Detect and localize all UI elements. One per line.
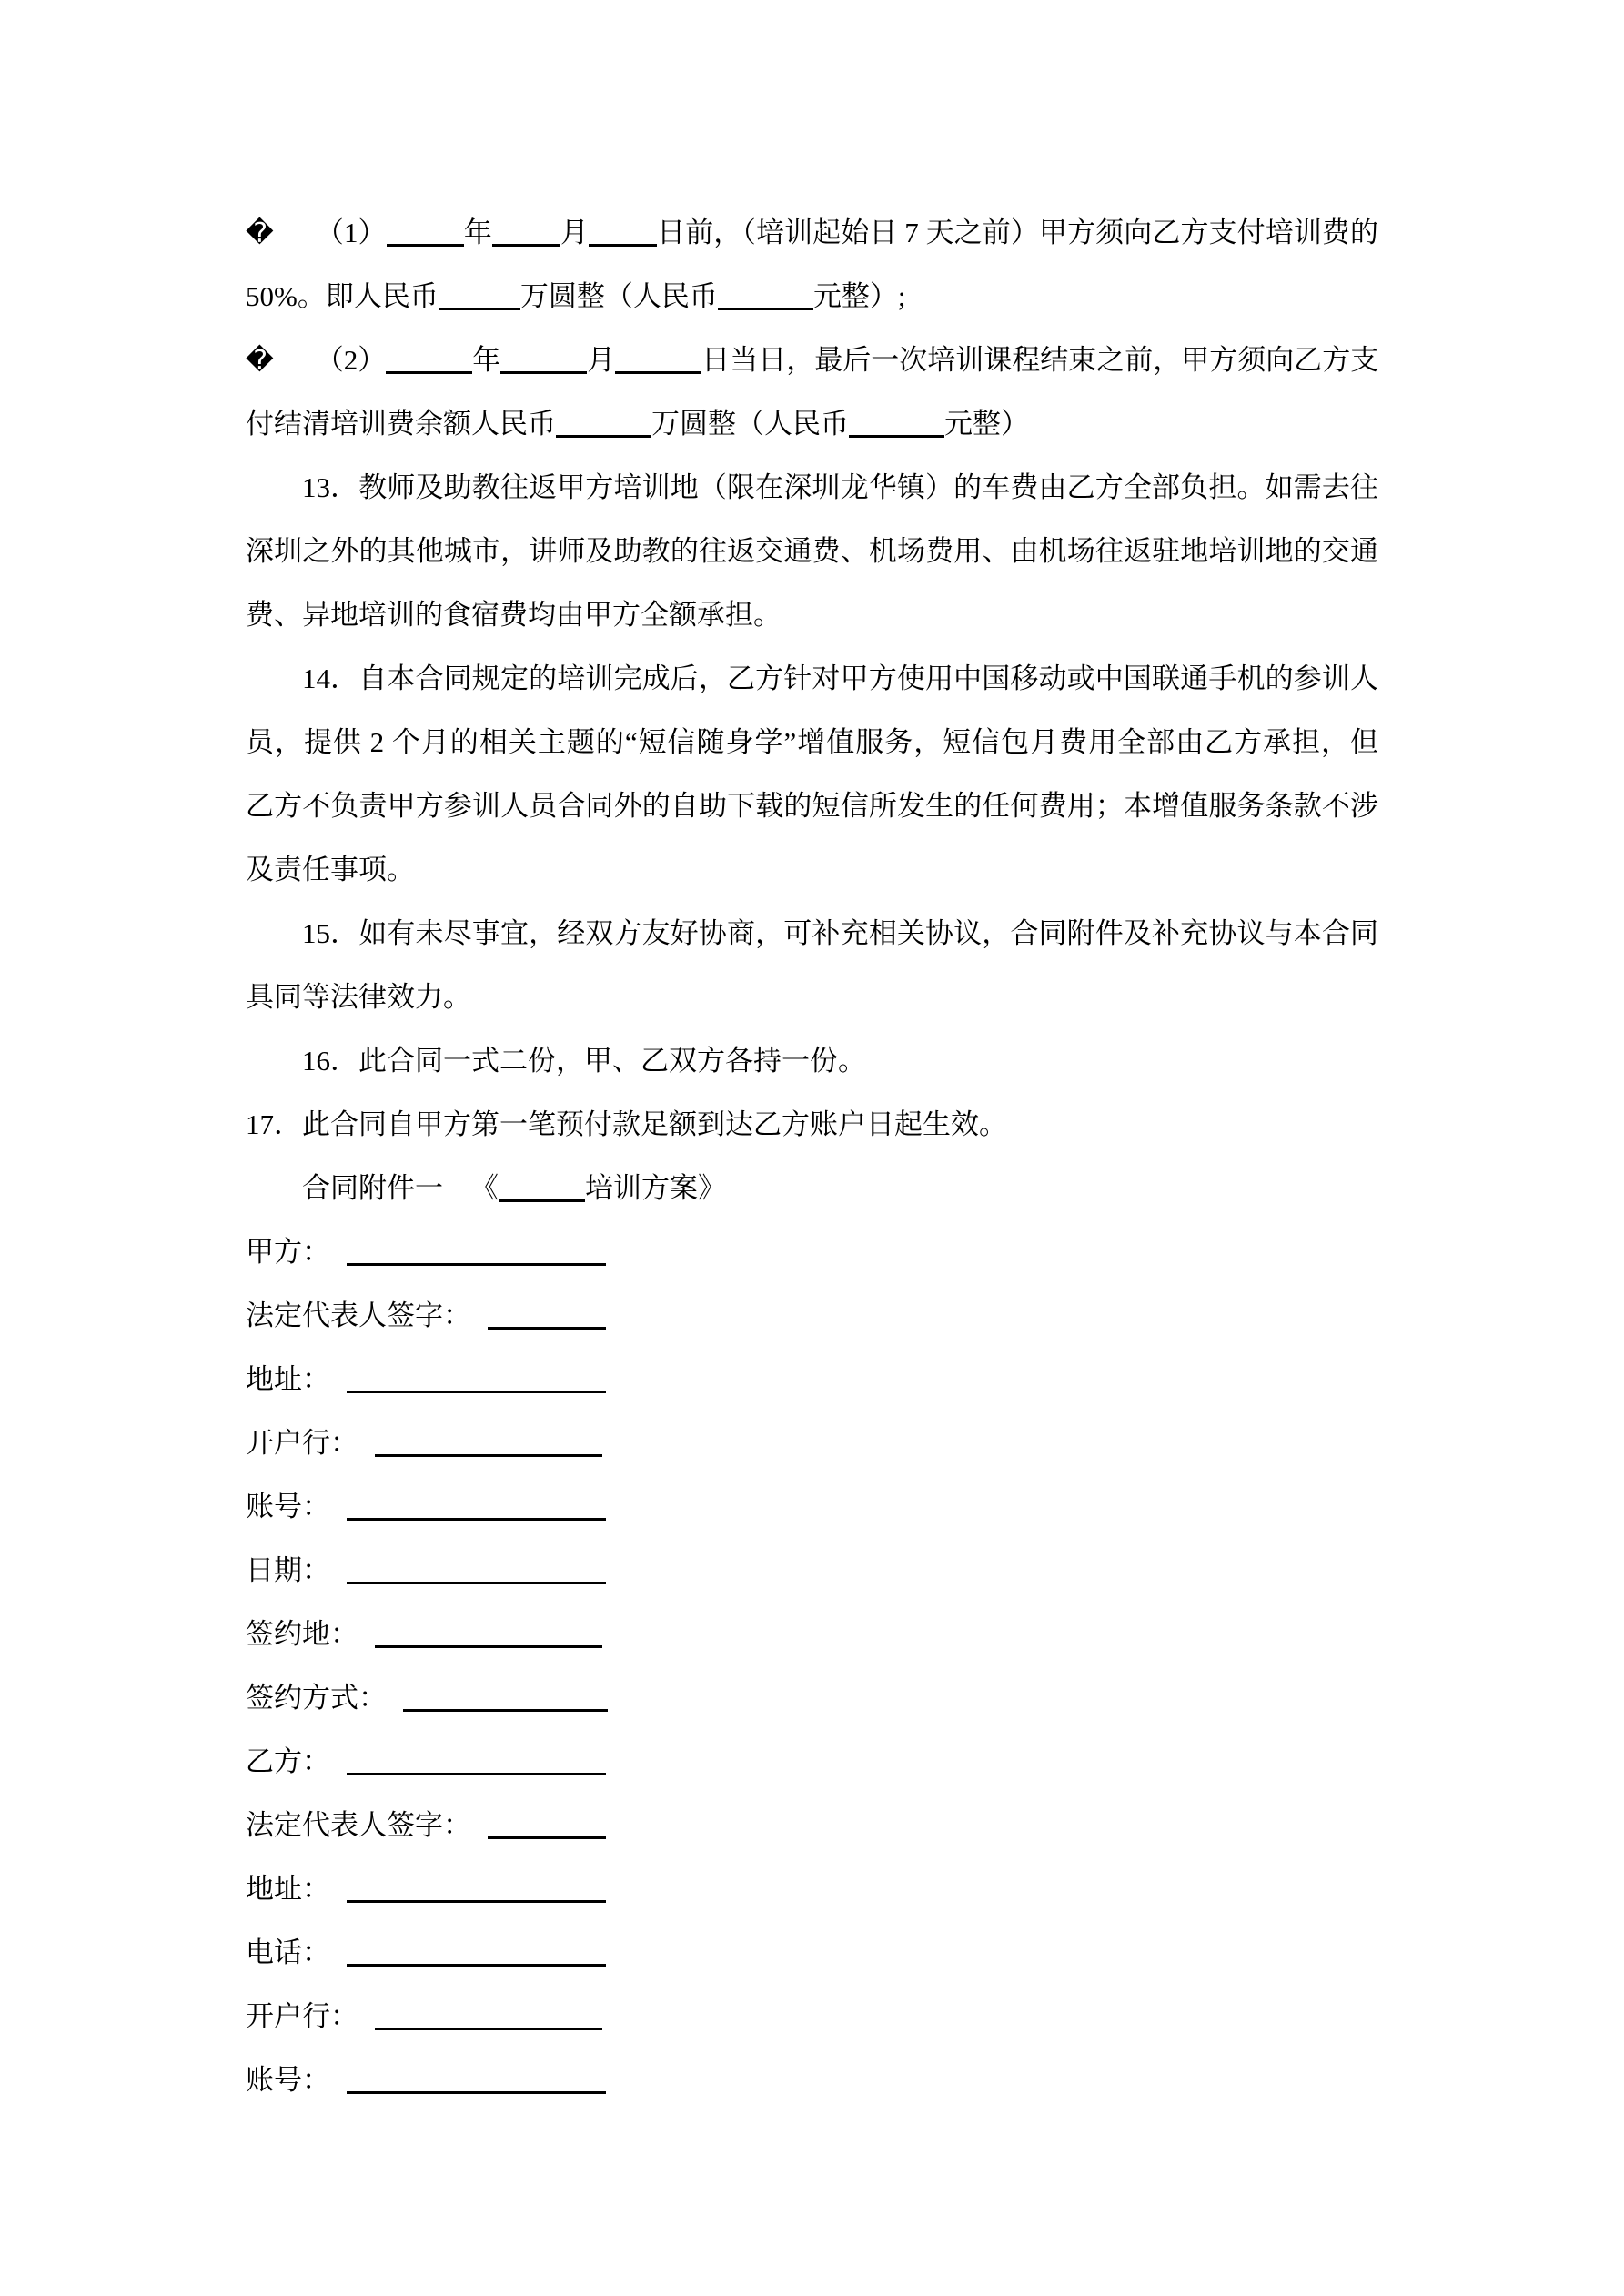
day-blank — [589, 244, 657, 247]
amount-blank — [556, 435, 651, 438]
year-label: 年 — [472, 344, 501, 376]
amount-blank — [439, 308, 520, 310]
field-blank — [375, 1645, 602, 1648]
field-blank — [375, 2028, 602, 2030]
appendix-title-blank — [499, 1199, 585, 1202]
field-blank — [347, 1263, 606, 1266]
clause-text: 14．自本合同规定的培训完成后，乙方针对甲方使用中国移动或中国联通手机的参训人 — [302, 663, 1378, 694]
field-label: 签约方式： — [246, 1682, 387, 1714]
clause-text: 元整）; — [812, 280, 906, 312]
field-label: 乙方： — [246, 1745, 330, 1777]
clause-14-line-2 — [246, 711, 1378, 774]
clause-text: 元整） — [944, 408, 1029, 440]
payment-term-2-line-2 — [246, 392, 1378, 456]
clause-number: （2） — [315, 344, 387, 376]
field-label: 法定代表人签字： — [246, 1300, 471, 1331]
form-row-party-a-representative-signature — [246, 1284, 1378, 1348]
form-row-party-b-bank — [246, 1985, 1378, 2048]
clause-14-line-1 — [246, 647, 1378, 711]
clause-text: 万圆整（人民币 — [651, 408, 849, 440]
clause-13-line-1 — [246, 456, 1378, 520]
year-blank — [386, 371, 472, 374]
form-row-party-b-address — [246, 1857, 1378, 1921]
clause-text: 费、异地培训的食宿费均由甲方全额承担。 — [246, 599, 782, 631]
field-label: 开户行： — [246, 1427, 358, 1459]
clause-13-line-3 — [246, 583, 1378, 647]
field-blank — [347, 1900, 606, 1903]
clause-text: 50%。即人民币 — [246, 280, 439, 312]
form-row-party-a-bank — [246, 1411, 1378, 1475]
field-label: 签约地： — [246, 1618, 358, 1650]
form-row-party-b-name — [246, 1730, 1378, 1794]
clause-text: 乙方不负责甲方参训人员合同外的自助下载的短信所发生的任何费用；本增值服务条款不涉 — [246, 790, 1378, 822]
field-label: 开户行： — [246, 2000, 358, 2032]
clause-text: 15．如有未尽事宜，经双方友好协商，可补充相关协议，合同附件及补充协议与本合同 — [302, 917, 1378, 949]
field-label: 账号： — [246, 2064, 330, 2096]
form-row-signing-method — [246, 1666, 1378, 1730]
month-label: 月 — [587, 344, 616, 376]
field-blank — [347, 1964, 606, 1967]
clause-text: 16．此合同一式二份，甲、乙双方各持一份。 — [302, 1045, 866, 1077]
clause-text: 具同等法律效力。 — [246, 981, 471, 1013]
payment-term-2-line-1 — [246, 329, 1378, 392]
field-blank — [347, 1518, 606, 1521]
clause-text: 付结清培训费余额人民币 — [246, 408, 556, 440]
amount-blank — [849, 435, 944, 438]
payment-term-1-line-1 — [246, 201, 1378, 265]
contract-body — [246, 201, 1378, 2112]
form-row-party-b-account — [246, 2048, 1378, 2112]
month-blank — [492, 244, 560, 247]
clause-text: 日前，（培训起始日 7 天之前）甲方须向乙方支付培训费的 — [657, 217, 1379, 248]
field-label: 电话： — [246, 1937, 330, 1968]
appendix-label: 合同附件一 — [302, 1172, 443, 1204]
clause-text: 万圆整（人民币 — [519, 280, 718, 312]
year-label: 年 — [463, 217, 492, 248]
clause-13-line-2 — [246, 520, 1378, 583]
appendix-text: 《 — [470, 1172, 499, 1204]
form-row-date — [246, 1539, 1378, 1603]
clause-text: 13．教师及助教往返甲方培训地（限在深圳龙华镇）的车费由乙方全部负担。如需去往 — [302, 471, 1378, 503]
clause-17-line — [246, 1093, 1378, 1157]
clause-15-line-2 — [246, 966, 1378, 1029]
field-blank — [347, 1582, 606, 1584]
field-label: 法定代表人签字： — [246, 1809, 471, 1841]
form-row-party-b-representative-signature — [246, 1794, 1378, 1857]
field-blank — [347, 2091, 606, 2094]
field-label: 地址： — [246, 1363, 330, 1395]
field-label: 地址： — [246, 1873, 330, 1905]
year-blank — [387, 244, 464, 247]
clause-text: 17．此合同自甲方第一笔预付款足额到达乙方账户日起生效。 — [246, 1108, 1007, 1140]
clause-number: （1） — [315, 217, 387, 248]
clause-text: 日当日，最后一次培训课程结束之前，甲方须向乙方支 — [701, 344, 1379, 376]
day-blank — [615, 371, 701, 374]
clause-text: 深圳之外的其他城市，讲师及助教的往返交通费、机场费用、由机场往返驻地培训地的交通 — [246, 535, 1378, 567]
clause-16-line — [246, 1029, 1378, 1093]
appendix-text: 培训方案》 — [585, 1172, 726, 1204]
form-row-party-b-phone — [246, 1921, 1378, 1985]
field-label: 日期： — [246, 1554, 330, 1586]
month-blank — [500, 371, 587, 374]
clause-15-line-1 — [246, 902, 1378, 966]
replacement-char-bullet: � — [246, 217, 274, 249]
field-label: 甲方： — [246, 1236, 330, 1268]
form-row-party-a-account — [246, 1475, 1378, 1539]
form-row-party-a-name — [246, 1220, 1378, 1284]
field-blank — [347, 1773, 606, 1775]
field-blank — [375, 1454, 602, 1457]
clause-14-line-4 — [246, 838, 1378, 902]
payment-term-1-line-2 — [246, 265, 1378, 329]
field-label: 账号： — [246, 1491, 330, 1522]
field-blank — [488, 1327, 606, 1330]
amount-blank — [718, 308, 813, 310]
clause-text: 员，提供 2 个月的相关主题的“短信随身学”增值服务，短信包月费用全部由乙方承担，但 — [246, 726, 1378, 758]
clause-14-line-3 — [246, 774, 1378, 838]
form-row-signing-place — [246, 1603, 1378, 1666]
replacement-char-bullet: � — [246, 345, 274, 377]
month-label: 月 — [560, 217, 590, 248]
clause-text: 及责任事项。 — [246, 854, 415, 885]
field-blank — [488, 1836, 606, 1839]
field-blank — [403, 1709, 608, 1712]
field-blank — [347, 1391, 606, 1393]
appendix-line — [246, 1157, 1378, 1220]
form-row-party-a-address — [246, 1348, 1378, 1411]
